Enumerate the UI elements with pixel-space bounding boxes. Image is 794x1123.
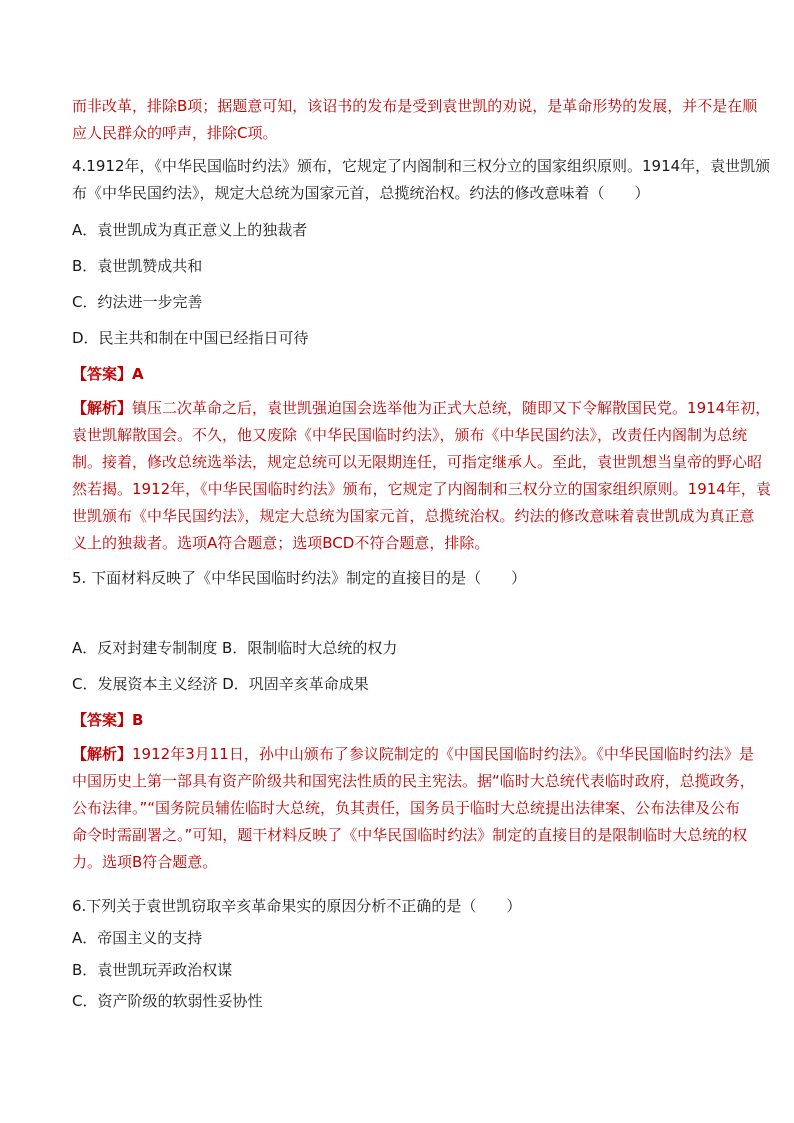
q5-analysis-line-2: 中国历史上第一部具有资产阶级共和国宪法性质的民主宪法。据“临时大总统代表临时政府，总揽政务， bbox=[72, 772, 755, 790]
q5-options-ab: A．反对封建专制制度 B．限制临时大总统的权力 bbox=[72, 639, 398, 657]
q4-analysis-line-1 bbox=[72, 398, 770, 418]
q4-option-c: C．约法进一步完善 bbox=[72, 293, 203, 311]
q4-stem-line-2: 布《中华民国约法》，规定大总统为国家元首，总揽统治权。约法的修改意味着（ ） bbox=[72, 184, 650, 202]
q5-analysis-line-4: 命令时需副署之。”可知，题干材料反映了《中华民国临时约法》制定的直接目的是限制临时大总统的权 bbox=[72, 826, 748, 844]
answer-tag: 【答案】 bbox=[72, 365, 133, 383]
q4-option-d: D．民主共和制在中国已经指日可待 bbox=[72, 329, 309, 347]
analysis-continued-line-2: 应人民群众的呼声，排除C项。 bbox=[72, 124, 278, 142]
analysis-continued-line-1: 而非改革，排除B项；据题意可知，该诏书的发布是受到袁世凯的劝说，是革命形势的发展，并不是在顺 bbox=[72, 97, 758, 115]
q4-analysis-line-2: 袁世凯解散国会。不久，他又废除《中华民国临时约法》，颁布《中华民国约法》，改责任内阁制为总统 bbox=[72, 426, 748, 444]
q5-answer bbox=[72, 710, 143, 730]
q6-stem: 6.下列关于袁世凯窃取辛亥革命果实的原因分析不正确的是（ ） bbox=[72, 897, 522, 915]
q5-analysis-line-3: 公布法律。”“国务院员辅佐临时大总统，负其责任，国务员于临时大总统提出法律案、公布法律及公布 bbox=[72, 799, 741, 817]
answer-tag: 【答案】 bbox=[72, 711, 133, 729]
analysis-tag: 【解析】 bbox=[72, 399, 133, 417]
analysis-text: 1912年3月11日，孙中山颁布了参议院制定的《中国民国临时约法》。《中华民国临时约法》是 bbox=[132, 745, 754, 763]
q5-stem: 5. 下面材料反映了《中华民国临时约法》制定的直接目的是（ ） bbox=[72, 569, 527, 587]
q6-option-b: B．袁世凯玩弄政治权谋 bbox=[72, 961, 233, 979]
q4-answer bbox=[72, 364, 144, 384]
analysis-text: 镇压二次革命之后，袁世凯强迫国会选举他为正式大总统，随即又下令解散国民党。1914年初， bbox=[132, 399, 771, 417]
q4-analysis-line-3: 制。接着，修改总统选举法，规定总统可以无限期连任，可指定继承人。至此，袁世凯想当皇帝的野心昭 bbox=[72, 453, 763, 471]
q5-options-cd: C．发展资本主义经济 D．巩固辛亥革命成果 bbox=[72, 675, 369, 693]
answer-value: A bbox=[132, 365, 144, 383]
q4-option-a: A．袁世凯成为真正意义上的独裁者 bbox=[72, 221, 308, 239]
q4-analysis-line-6: 义上的独裁者。选项A符合题意；选项BCD不符合题意，排除。 bbox=[72, 534, 490, 552]
q5-analysis-line-5: 力。选项B符合题意。 bbox=[72, 853, 218, 871]
q4-option-b: B．袁世凯赞成共和 bbox=[72, 257, 203, 275]
q5-analysis-line-1 bbox=[72, 744, 754, 764]
answer-value: B bbox=[132, 711, 144, 729]
q6-option-c: C．资产阶级的软弱性妥协性 bbox=[72, 992, 263, 1010]
q4-analysis-line-5: 世凯颁布《中华民国约法》，规定大总统为国家元首，总揽统治权。约法的修改意味着袁世凯成为真正意 bbox=[72, 507, 755, 525]
q6-option-a: A．帝国主义的支持 bbox=[72, 929, 203, 947]
q4-analysis-line-4: 然若揭。1912年，《中华民国临时约法》颁布，它规定了内阁制和三权分立的国家组织原则。1914年，袁 bbox=[72, 480, 771, 498]
analysis-tag: 【解析】 bbox=[72, 745, 133, 763]
q4-stem-line-1: 4.1912年，《中华民国临时约法》颁布，它规定了内阁制和三权分立的国家组织原则。1914年，袁世凯颁 bbox=[72, 157, 771, 175]
